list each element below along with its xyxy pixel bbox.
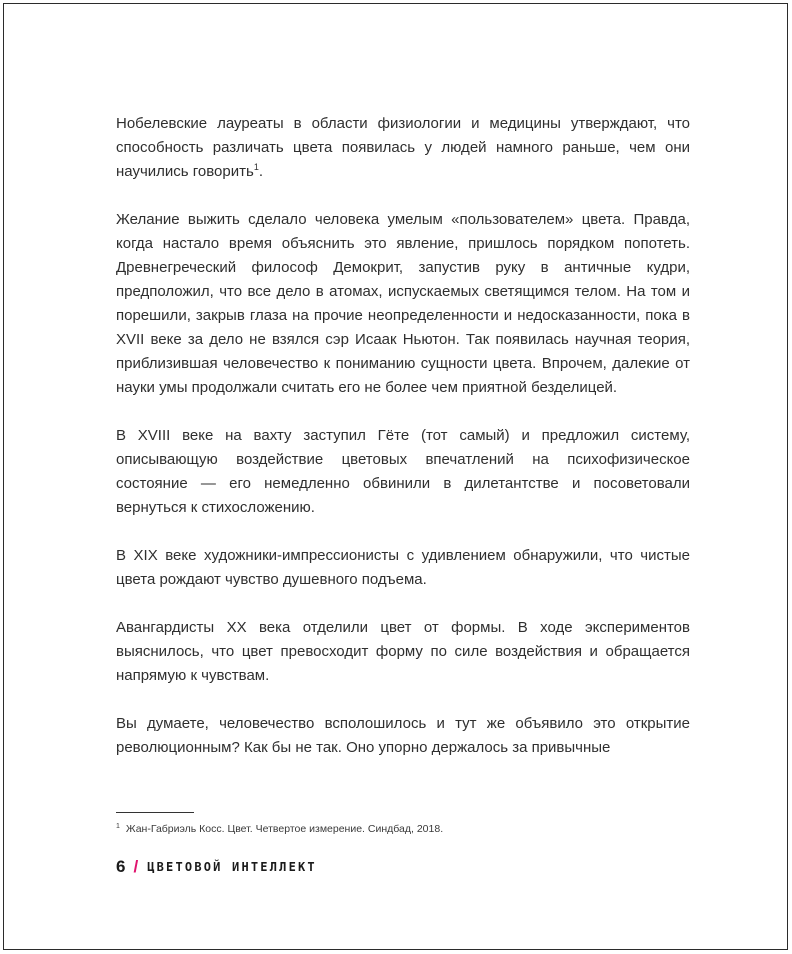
footnote-text: Жан-Габриэль Косс. Цвет. Четвертое измерение. Синдбад, 2018. [125,823,444,835]
paragraph-1-text: Нобелевские лауреаты в области физиологии и медицины утверждают, что способность различать цвета появилась у людей намного раньше, чем они научились говорить [116,115,690,180]
footnote-reference[interactable]: 1 [253,162,259,172]
paragraph-2: Желание выжить сделало человека умелым «пользователем» цвета. Правда, когда настало время объяснить это явление, пришлось порядком попотеть. Древнегреческий философ Демокрит, запустив руку в античные кудри, предположил, что все дело в атомах, испускаемых светящимся телом. На том и порешили, закрыв глаза на прочие неопределенности и недосказанности, пока в XVII веке за дело не взялся сэр Исаак Ньютон. Так появилась научная теория, приблизившая человечество к пониманию сущности цвета. Впрочем, далекие от науки умы продолжали считать его не более чем приятной безделицей. [116,211,690,396]
book-page [3,3,788,950]
body-text [116,112,690,784]
running-footer [116,856,317,878]
paragraph-1: Нобелевские лауреаты в области физиологии и медицины утверждают, что способность различать цвета появилась у людей намного раньше, чем они научились говорить$^1$. [116,115,690,180]
footnote [116,822,690,836]
footnote-mark: 1 [116,822,120,830]
page-number: 6 [116,857,126,876]
footnote-divider [116,812,194,813]
paragraph-5: Авангардисты XX века отделили цвет от формы. В ходе экспериментов выяснилось, что цвет превосходит форму по силе воздействия и обращается напрямую к чувствам. [116,619,690,684]
footer-separator: / [133,857,139,876]
paragraph-3: В XVIII веке на вахту заступил Гёте (тот самый) и предложил систему, описывающую воздействие цветовых впечатлений на психофизическое состояние — его немедленно обвинили в дилетантстве и посоветовали вернуться к стихосложению. [116,427,690,516]
book-title: ЦВЕТОВОЙ ИНТЕЛЛЕКТ [147,860,317,874]
paragraph-6: Вы думаете, человечество всполошилось и тут же объявило это открытие революционным? Как бы не так. Оно упорно держалось за привычные [116,715,690,756]
paragraph-4: В XIX веке художники-импрессионисты с удивлением обнаружили, что чистые цвета рождают чувство душевного подъема. [116,547,690,588]
